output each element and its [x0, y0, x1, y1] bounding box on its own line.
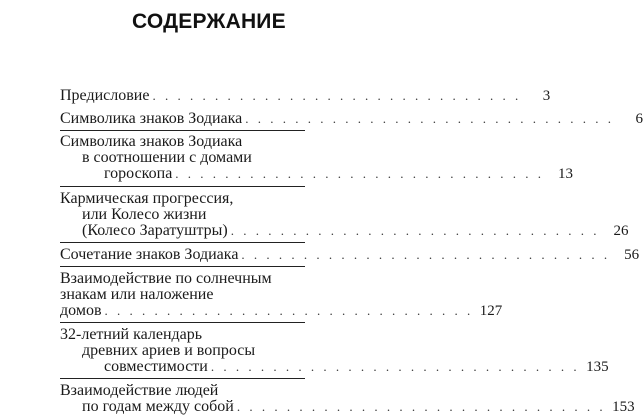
toc-entry-last-line — [60, 110, 643, 127]
toc-page-number: 135 — [586, 359, 609, 375]
toc-entry-last-line — [60, 246, 640, 263]
toc-leader-dots: . . . . . . . . . . . . . . . . . . . . . . . . . . . . . . — [104, 303, 474, 318]
toc-entry — [60, 326, 609, 375]
toc-entry-text: Символика знаков Зодиака — [60, 110, 243, 127]
toc-entry-line: знакам или наложение — [60, 286, 214, 303]
toc-entry-last-line — [60, 358, 609, 375]
toc-leader-dots: . . . . . . . . . . . . . . . . . . . . . . . . . . . . . . — [236, 399, 606, 414]
toc-entry-line: Символика знаков Зодиака — [60, 133, 243, 150]
toc-leader-dots: . . . . . . . . . . . . . . . . . . . . . . . . . . . . . . — [241, 247, 611, 262]
toc-divider — [60, 378, 305, 379]
toc-divider — [60, 186, 305, 187]
toc-entry-line: 32-летний календарь — [60, 326, 203, 343]
toc-entry-text: Предисловие — [60, 87, 150, 104]
toc-entry-text: гороскопа — [104, 165, 173, 182]
toc-entry-text: совместимости — [104, 358, 208, 375]
toc-entry-line: или Колесо жизни — [82, 206, 207, 223]
toc-divider — [60, 130, 305, 131]
toc-entry — [60, 270, 503, 319]
toc-entry-line: Взаимодействие по солнечным — [60, 270, 272, 287]
toc-entry-line: Кармическая прогрессия, — [60, 190, 234, 207]
toc-entry-text: Сочетание знаков Зодиака — [60, 246, 239, 263]
toc-entry-line: Взаимодействие людей — [60, 382, 219, 399]
toc-entry-last-line — [60, 222, 629, 239]
toc-page-number: 56 — [624, 247, 640, 263]
toc-leader-dots: . . . . . . . . . . . . . . . . . . . . . . . . . . . . . . — [175, 166, 545, 181]
toc-entry — [60, 133, 574, 182]
toc-entry-line: древних ариев и вопросы — [82, 342, 256, 359]
toc-entry-last-line — [60, 302, 503, 319]
page-title: СОДЕРЖАНИЕ — [132, 10, 286, 33]
toc-entry-text: (Колесо Заратуштры) — [82, 222, 228, 239]
toc-entry — [60, 87, 551, 104]
toc-entry — [60, 246, 640, 263]
toc-divider — [60, 266, 305, 267]
toc-page-number: 127 — [479, 303, 503, 319]
toc-entry-last-line — [60, 398, 635, 415]
toc-leader-dots: . . . . . . . . . . . . . . . . . . . . . . . . . . . . . . — [152, 88, 522, 103]
toc-entry-last-line — [60, 165, 574, 182]
toc-page-number: 26 — [613, 223, 629, 239]
toc-entry-last-line — [60, 87, 551, 104]
toc-page-number: 13 — [558, 166, 574, 182]
toc-leader-dots: . . . . . . . . . . . . . . . . . . . . . . . . . . . . . . — [210, 359, 580, 374]
toc-entry — [60, 110, 643, 127]
toc-divider — [60, 322, 305, 323]
toc-entry-text: домов — [60, 302, 102, 319]
toc-entry-text: по годам между собой — [82, 398, 234, 415]
toc-page-number: 153 — [612, 399, 635, 415]
toc-divider — [60, 242, 305, 243]
toc-page-number: 6 — [635, 111, 643, 127]
toc-entry — [60, 382, 635, 415]
toc-entry-line: в соотношении с домами — [82, 149, 252, 166]
toc-leader-dots: . . . . . . . . . . . . . . . . . . . . . . . . . . . . . . — [230, 223, 600, 238]
toc-leader-dots: . . . . . . . . . . . . . . . . . . . . . . . . . . . . . . — [245, 111, 615, 126]
toc-page-number: 3 — [542, 88, 551, 104]
toc-entry — [60, 190, 629, 239]
